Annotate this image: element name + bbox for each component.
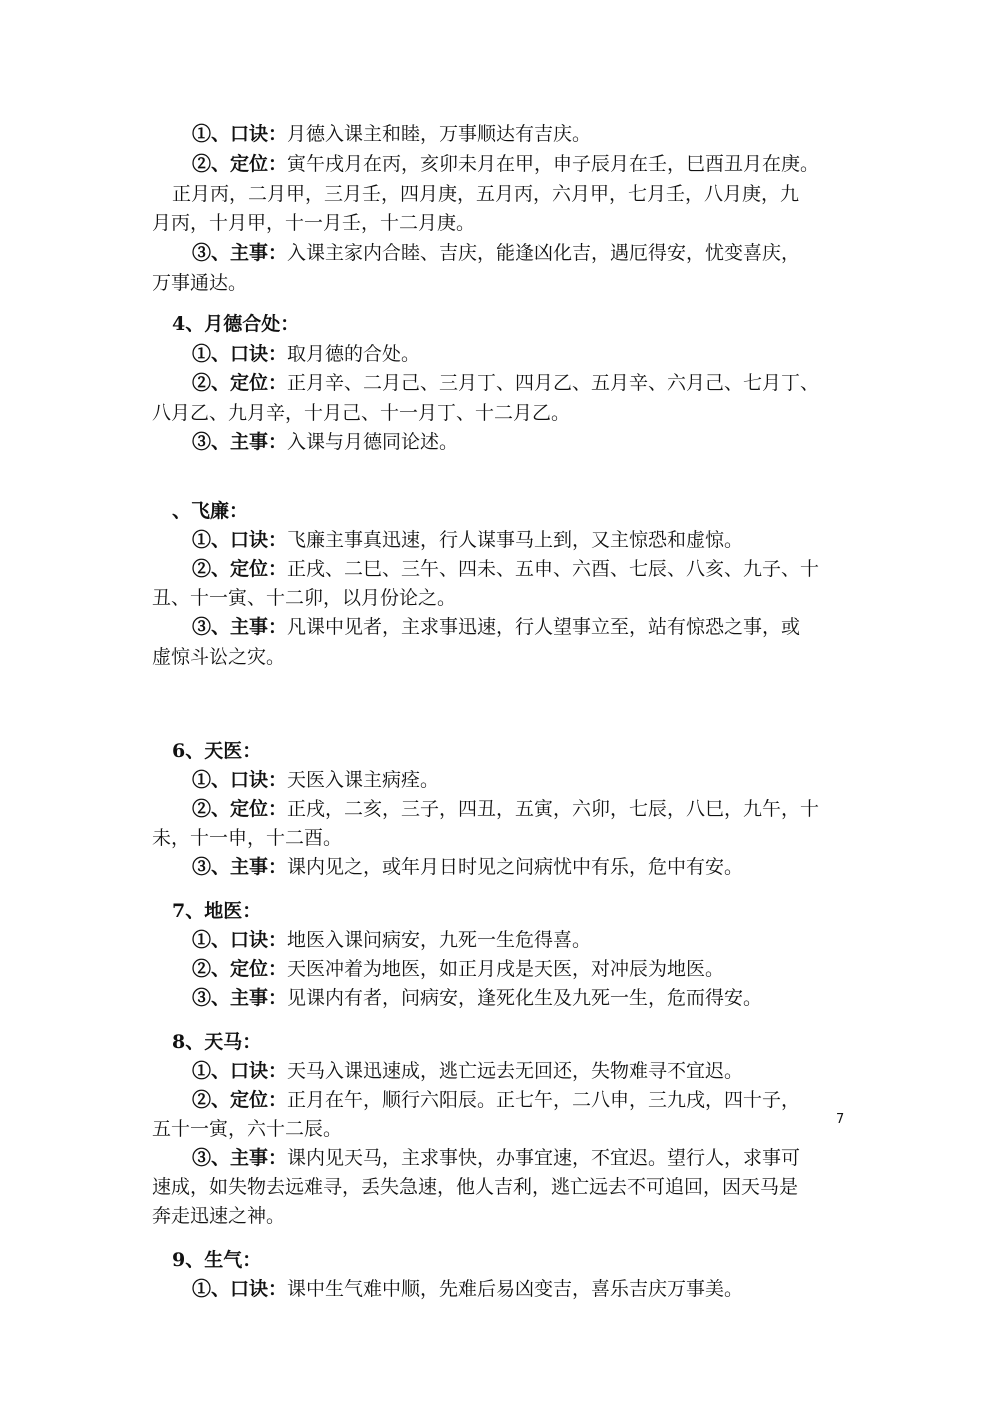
item-line [192, 954, 724, 984]
item-line [152, 583, 456, 613]
item-label: ③、主事： [192, 616, 288, 638]
item-line [192, 149, 819, 179]
item-text: 天医入课主病痊。 [287, 769, 440, 791]
item-text: 月德入课主和睦，万事顺达有吉庆。 [287, 123, 592, 145]
item-line [192, 794, 819, 824]
item-label: ①、口诀： [192, 123, 288, 145]
section-heading: 8、天马： [172, 1031, 262, 1053]
item-line [152, 268, 247, 298]
section-heading: 4、月德合处： [172, 313, 300, 335]
item-label: ②、定位： [192, 372, 288, 394]
item-text: 见课内有者，问病安，逢死化生及九死一生，危而得安。 [287, 987, 763, 1009]
item-line [192, 554, 819, 584]
item-line [192, 119, 591, 149]
item-line [192, 1274, 743, 1304]
item-line [192, 238, 800, 268]
section-heading: 9、生气： [172, 1249, 262, 1271]
item-line [192, 368, 819, 398]
item-label: ③、主事： [192, 856, 288, 878]
item-text: 月丙，十月甲，十一月壬，十二月庚。 [152, 212, 476, 234]
item-line [192, 1085, 800, 1115]
item-label: ①、口诀： [192, 1278, 288, 1300]
item-text: 入课与月德同论述。 [287, 431, 459, 453]
item-text: 奔走迅速之神。 [152, 1205, 286, 1227]
item-line [192, 612, 800, 642]
item-line [152, 1172, 798, 1202]
item-line [152, 208, 475, 238]
item-text: 速成，如失物去远难寻，丢失急速，他人吉利，逃亡远去不可追回，因天马是 [152, 1176, 799, 1198]
item-line [152, 1114, 342, 1144]
item-text: 正月辛、二月己、三月丁、四月乙、五月辛、六月己、七月丁、 [287, 372, 820, 394]
item-label: ②、定位： [192, 958, 288, 980]
item-line [152, 398, 570, 428]
item-text: 凡课中见者，主求事迅速，行人望事立至，站有惊恐之事，或 [287, 616, 801, 638]
section-heading: 6、天医： [172, 740, 262, 762]
item-label: ②、定位： [192, 558, 288, 580]
item-line [192, 339, 420, 369]
item-line [192, 765, 439, 795]
item-label: ③、主事： [192, 242, 288, 264]
item-label: ①、口诀： [192, 529, 288, 551]
item-label: ③、主事： [192, 987, 288, 1009]
section-heading: 7、地医： [172, 900, 262, 922]
item-line [192, 1143, 800, 1173]
item-text: 正月在午，顺行六阳辰。正七午，二八申，三九戌，四十子， [287, 1089, 801, 1111]
item-label: ③、主事： [192, 1147, 288, 1169]
item-text: 飞廉主事真迅速，行人谋事马上到，又主惊恐和虚惊。 [287, 529, 744, 551]
item-line [152, 1201, 285, 1231]
item-line [192, 525, 743, 555]
item-line [172, 179, 799, 209]
item-line [192, 925, 591, 955]
item-line [192, 427, 458, 457]
item-line [192, 1056, 743, 1086]
item-label: ①、口诀： [192, 769, 288, 791]
item-text: 八月乙、九月辛，十月己、十一月丁、十二月乙。 [152, 402, 571, 424]
item-text: 五十一寅，六十二辰。 [152, 1118, 343, 1140]
item-text: 课中生气难中顺，先难后易凶变吉，喜乐吉庆万事美。 [287, 1278, 744, 1300]
item-text: 正戌，二亥，三子，四丑，五寅，六卯，七辰，八巳，九午，十 [287, 798, 820, 820]
item-line [152, 642, 285, 672]
item-label: ②、定位： [192, 1089, 288, 1111]
section-heading: 、飞廉： [172, 500, 249, 522]
item-text: 入课主家内合睦、吉庆，能逢凶化吉，遇厄得安，忧变喜庆， [287, 242, 801, 264]
item-line [152, 823, 342, 853]
item-text: 课内见之，或年月日时见之问病忧中有乐，危中有安。 [287, 856, 744, 878]
item-text: 课内见天马，主求事快，办事宜速，不宜迟。望行人，求事可 [287, 1147, 801, 1169]
item-text: 天医冲着为地医，如正月戌是天医，对冲辰为地医。 [287, 958, 725, 980]
item-text: 未，十一申，十二酉。 [152, 827, 343, 849]
item-text: 寅午戌月在丙，亥卯未月在甲，申子辰月在壬，巳酉丑月在庚。 [287, 153, 820, 175]
item-text: 丑、十一寅、十二卯，以月份论之。 [152, 587, 457, 609]
item-label: ①、口诀： [192, 1060, 288, 1082]
item-label: ②、定位： [192, 153, 288, 175]
item-text: 地医入课问病安，九死一生危得喜。 [287, 929, 592, 951]
item-label: ①、口诀： [192, 343, 288, 365]
item-line [192, 983, 762, 1013]
item-text: 正月丙，二月甲，三月壬，四月庚，五月丙，六月甲，七月壬，八月庚，九 [172, 183, 800, 205]
item-text: 天马入课迅速成，逃亡远去无回还，失物难寻不宜迟。 [287, 1060, 744, 1082]
item-label: ②、定位： [192, 798, 288, 820]
item-text: 虚惊斗讼之灾。 [152, 646, 286, 668]
item-label: ①、口诀： [192, 929, 288, 951]
page-number: 7 [836, 1112, 845, 1127]
item-text: 正戌、二巳、三午、四未、五申、六酉、七辰、八亥、九子、十 [287, 558, 820, 580]
item-label: ③、主事： [192, 431, 288, 453]
item-line [192, 852, 743, 882]
item-text: 取月德的合处。 [287, 343, 421, 365]
item-text: 万事通达。 [152, 272, 248, 294]
